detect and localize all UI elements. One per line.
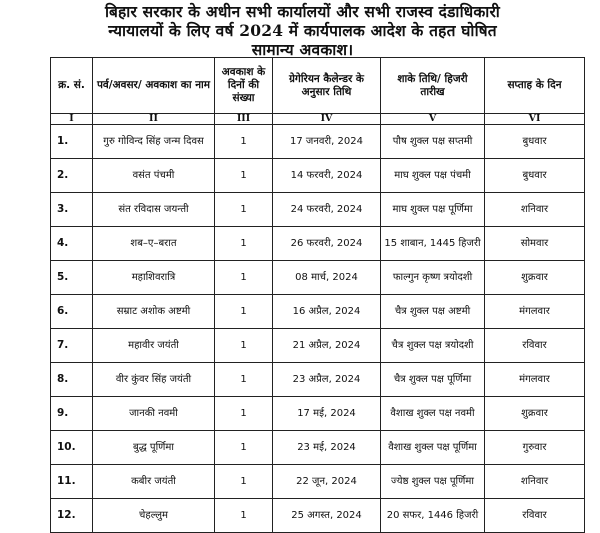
saka-hijri-date-cell: फाल्गुन कृष्ण त्रयोदशी (381, 261, 485, 295)
weekday-cell: रविवार (485, 329, 585, 363)
document-heading (20, 2, 585, 59)
days-count-cell: 1 (215, 363, 273, 397)
days-count-cell: 1 (215, 499, 273, 533)
gregorian-date-cell: 17 जनवरी, 2024 (273, 125, 381, 159)
column-header-weekday: सप्ताह के दिन (485, 58, 585, 114)
serial-number-cell: 1. (51, 125, 93, 159)
serial-number-cell: 5. (51, 261, 93, 295)
gregorian-date-cell: 24 फरवरी, 2024 (273, 193, 381, 227)
occasion-name-cell: संत रविदास जयन्ती (93, 193, 215, 227)
roman-numeral: I (51, 114, 93, 125)
table-row (51, 363, 585, 397)
table-row (51, 295, 585, 329)
saka-hijri-date-cell: चैत्र शुक्ल पक्ष पूर्णिमा (381, 363, 485, 397)
occasion-name-cell: महाशिवरात्रि (93, 261, 215, 295)
saka-hijri-date-cell: माघ शुक्ल पक्ष पूर्णिमा (381, 193, 485, 227)
gregorian-date-cell: 25 अगस्त, 2024 (273, 499, 381, 533)
days-count-cell: 1 (215, 227, 273, 261)
heading-line-1: बिहार सरकार के अधीन सभी कार्यालयों और सभी राजस्व दंडाधिकारी (104, 2, 501, 21)
gregorian-date-cell: 08 मार्च, 2024 (273, 261, 381, 295)
heading-line-3: सामान्य अवकाश। (251, 40, 354, 59)
gregorian-date-cell: 14 फरवरी, 2024 (273, 159, 381, 193)
serial-number-cell: 9. (51, 397, 93, 431)
column-header-days: अवकाश के दिनों की संख्या (215, 58, 273, 114)
occasion-name-cell: वसंत पंचमी (93, 159, 215, 193)
table-row (51, 227, 585, 261)
days-count-cell: 1 (215, 261, 273, 295)
saka-hijri-date-cell: चैत्र शुक्ल पक्ष अष्टमी (381, 295, 485, 329)
table-row (51, 465, 585, 499)
weekday-cell: सोमवार (485, 227, 585, 261)
table-row (51, 261, 585, 295)
serial-number-cell: 2. (51, 159, 93, 193)
serial-number-cell: 6. (51, 295, 93, 329)
roman-numeral-row (51, 114, 585, 125)
saka-hijri-date-cell: चैत्र शुक्ल पक्ष त्रयोदशी (381, 329, 485, 363)
days-count-cell: 1 (215, 193, 273, 227)
roman-numeral: II (93, 114, 215, 125)
gregorian-date-cell: 26 फरवरी, 2024 (273, 227, 381, 261)
days-count-cell: 1 (215, 431, 273, 465)
roman-numeral: IV (273, 114, 381, 125)
column-header-gregorian-date: ग्रेगेरियन कैलेन्डर के अनुसार तिथि (273, 58, 381, 114)
saka-hijri-date-cell: 15 शाबान, 1445 हिजरी (381, 227, 485, 261)
occasion-name-cell: वीर कुंवर सिंह जयंती (93, 363, 215, 397)
table-row (51, 397, 585, 431)
serial-number-cell: 10. (51, 431, 93, 465)
weekday-cell: मंगलवार (485, 363, 585, 397)
saka-hijri-date-cell: वैशाख शुक्ल पक्ष पूर्णिमा (381, 431, 485, 465)
gregorian-date-cell: 21 अप्रैल, 2024 (273, 329, 381, 363)
saka-hijri-date-cell: वैशाख शुक्ल पक्ष नवमी (381, 397, 485, 431)
occasion-name-cell: जानकी नवमी (93, 397, 215, 431)
table-row (51, 159, 585, 193)
roman-numeral: VI (485, 114, 585, 125)
gregorian-date-cell: 16 अप्रैल, 2024 (273, 295, 381, 329)
gregorian-date-cell: 17 मई, 2024 (273, 397, 381, 431)
holiday-table (50, 57, 585, 533)
occasion-name-cell: चेहल्लुम (93, 499, 215, 533)
occasion-name-cell: सम्राट अशोक अष्टमी (93, 295, 215, 329)
table-row (51, 499, 585, 533)
serial-number-cell: 11. (51, 465, 93, 499)
table-row (51, 193, 585, 227)
weekday-cell: शुक्रवार (485, 261, 585, 295)
days-count-cell: 1 (215, 465, 273, 499)
occasion-name-cell: शब–ए–बरात (93, 227, 215, 261)
saka-hijri-date-cell: माघ शुक्ल पक्ष पंचमी (381, 159, 485, 193)
column-header-saka-hijri: शाके तिथि/ हिजरी तारीख (381, 58, 485, 114)
saka-hijri-date-cell: पौष शुक्ल पक्ष सप्तमी (381, 125, 485, 159)
saka-hijri-date-cell: 20 सफर, 1446 हिजरी (381, 499, 485, 533)
weekday-cell: बुधवार (485, 125, 585, 159)
serial-number-cell: 12. (51, 499, 93, 533)
gregorian-date-cell: 23 मई, 2024 (273, 431, 381, 465)
heading-line-2: न्यायालयों के लिए वर्ष 2024 में कार्यपालक आदेश के तहत घोषित (108, 21, 497, 40)
occasion-name-cell: बुद्ध पूर्णिमा (93, 431, 215, 465)
column-header-occasion: पर्व/अवसर/ अवकाश का नाम (93, 58, 215, 114)
days-count-cell: 1 (215, 159, 273, 193)
days-count-cell: 1 (215, 295, 273, 329)
serial-number-cell: 4. (51, 227, 93, 261)
weekday-cell: मंगलवार (485, 295, 585, 329)
weekday-cell: शनिवार (485, 465, 585, 499)
table-body (51, 125, 585, 533)
weekday-cell: शनिवार (485, 193, 585, 227)
table-row (51, 431, 585, 465)
weekday-cell: रविवार (485, 499, 585, 533)
serial-number-cell: 8. (51, 363, 93, 397)
table-row (51, 329, 585, 363)
occasion-name-cell: महावीर जयंती (93, 329, 215, 363)
gregorian-date-cell: 22 जून, 2024 (273, 465, 381, 499)
table-row (51, 125, 585, 159)
weekday-cell: शुक्रवार (485, 397, 585, 431)
roman-numeral: V (381, 114, 485, 125)
gregorian-date-cell: 23 अप्रैल, 2024 (273, 363, 381, 397)
saka-hijri-date-cell: ज्येष्ठ शुक्ल पक्ष पूर्णिमा (381, 465, 485, 499)
occasion-name-cell: कबीर जयंती (93, 465, 215, 499)
header-row (51, 58, 585, 114)
occasion-name-cell: गुरु गोविन्द सिंह जन्म दिवस (93, 125, 215, 159)
serial-number-cell: 3. (51, 193, 93, 227)
days-count-cell: 1 (215, 329, 273, 363)
weekday-cell: गुरुवार (485, 431, 585, 465)
column-header-serial: क्र. सं. (51, 58, 93, 114)
roman-numeral: III (215, 114, 273, 125)
days-count-cell: 1 (215, 125, 273, 159)
days-count-cell: 1 (215, 397, 273, 431)
serial-number-cell: 7. (51, 329, 93, 363)
weekday-cell: बुधवार (485, 159, 585, 193)
